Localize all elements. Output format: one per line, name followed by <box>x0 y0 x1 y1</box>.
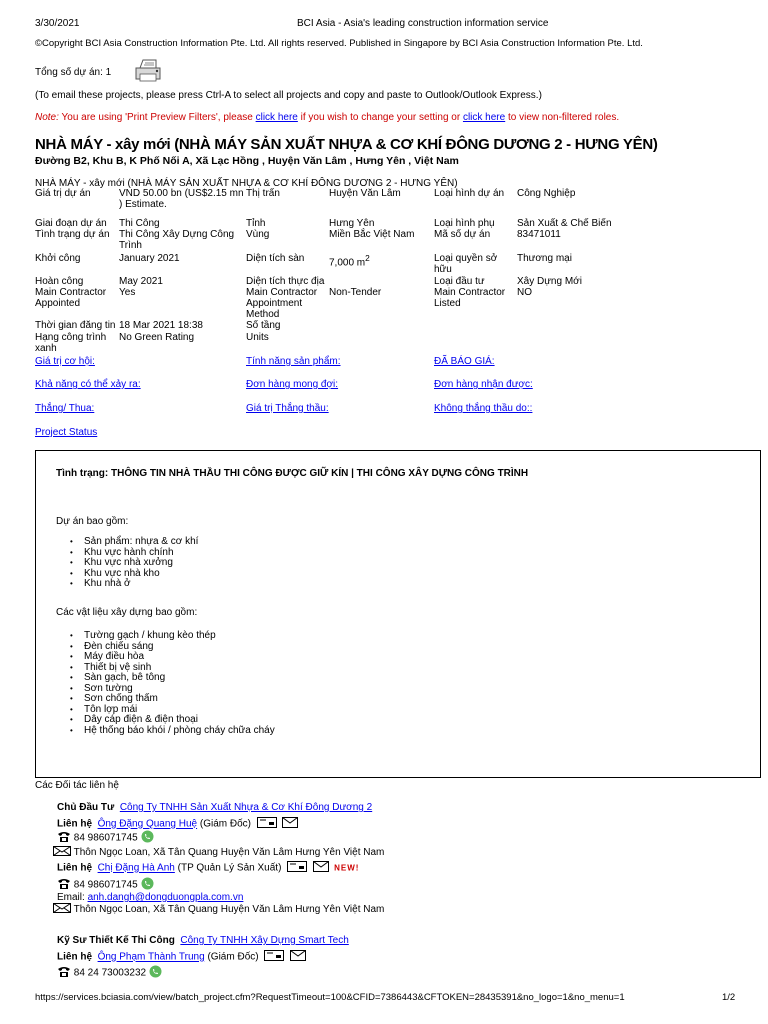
email-icon[interactable] <box>313 861 329 875</box>
telephone-icon <box>57 966 71 981</box>
email-instructions: (To email these projects, please press Ctrl-A to select all projects and copy and paste to Outlook/Outlook Express.) <box>35 90 542 101</box>
list-item: • Khu vực nhà kho <box>70 569 198 580</box>
copyright-text: ©Copyright BCI Asia Construction Information Pte. Ltd. All rights reserved. Published in Singapore by BCI Asia Construction Information Pte. Ltd. <box>35 38 643 49</box>
floor-area: 7,000 m <box>329 257 366 269</box>
quoted-link[interactable]: ĐÃ BÁO GIÁ: <box>434 356 495 367</box>
telephone-icon <box>57 878 71 893</box>
contact-row-3: Liên hệ Ông Phạm Thành Trung (Giám Đốc) <box>57 950 306 964</box>
vcard-icon[interactable] <box>264 950 284 964</box>
email-row-2: Email: anh.dangh@dongduongpla.com.vn <box>57 892 244 903</box>
new-badge: NEW! <box>334 863 360 873</box>
vcard-icon[interactable] <box>287 861 307 875</box>
address-row-1 <box>57 846 384 859</box>
project-address: Đường B2, Khu B, K Phố Nối A, Xã Lạc Hồng , Huyện Văn Lâm , Hưng Yên , Việt Nam <box>35 155 459 167</box>
contact-row-2: Liên hệ Chị Đặng Hà Anh (TP Quản Lý Sản Xuất) NEW! <box>57 862 360 874</box>
owner-company-link[interactable]: Công Ty TNHH Sản Xuất Nhựa & Cơ Khí Đông Dương 2 <box>119 802 373 813</box>
printer-icon[interactable] <box>132 58 166 89</box>
probability-link[interactable]: Khả năng có thể xảy ra: <box>35 379 141 390</box>
list-item: • Sơn tường <box>70 684 275 695</box>
engineer-row <box>57 935 349 946</box>
page-number: 1/2 <box>722 992 736 1003</box>
envelope-icon <box>53 846 71 859</box>
list-item: • Khu nhà ở <box>70 579 198 590</box>
email-icon[interactable] <box>282 817 298 831</box>
win-loss-link[interactable]: Thắng/ Thua: <box>35 403 95 414</box>
address-text: Thôn Ngọc Loan, Xã Tân Quang Huyện Văn Lâm Hưng Yên Việt Nam <box>73 847 385 859</box>
contact-row-1: Liên hệ Ông Đặng Quang Huệ (Giám Đốc) <box>57 817 298 831</box>
product-features-link[interactable]: Tính năng sản phẩm: <box>246 356 341 367</box>
email-icon[interactable] <box>290 950 306 964</box>
contact-label: Liên hệ <box>57 818 93 830</box>
phone-green-icon[interactable] <box>149 965 162 981</box>
opportunity-value-link[interactable]: Giá trị cơ hội: <box>35 356 95 367</box>
project-title: NHÀ MÁY - xây mới (NHÀ MÁY SẢN XUẤT NHỰA & CƠ KHÍ ĐÔNG DƯƠNG 2 - HƯNG YÊN) <box>35 136 658 153</box>
note-label: Note: <box>35 112 59 123</box>
not-won-reason-link[interactable]: Không thắng thầu do:: <box>434 403 533 414</box>
list-item: • Khu vực hành chính <box>70 548 198 559</box>
list-item: • Tường gạch / khung kèo thép <box>70 631 275 642</box>
orders-received-link[interactable]: Đơn hàng nhận được: <box>434 379 533 390</box>
list-item: • Sản phẩm: nhựa & cơ khí <box>70 537 198 548</box>
change-setting-link[interactable]: click here <box>255 112 298 123</box>
list-item: • Tôn lợp mái <box>70 705 275 716</box>
phone-number: 84 24 73003232 <box>73 967 147 979</box>
project-status-text: Tình trạng: THÔNG TIN NHÀ THẦU THI CÔNG ĐƯỢC GIỮ KÍN | THI CÔNG XÂY DỰNG CÔNG TRÌNH <box>56 468 529 479</box>
phone-row-3 <box>57 965 162 981</box>
owner-row <box>57 802 372 813</box>
list-item: • Thiết bị vệ sinh <box>70 663 275 674</box>
page-title: BCI Asia - Asia's leading construction information service <box>297 18 549 29</box>
phone-green-icon[interactable] <box>141 830 154 846</box>
list-item: • Sơn chống thấm <box>70 694 275 705</box>
list-item: • Sàn gạch, bê tông <box>70 673 275 684</box>
list-item: • Khu vực nhà xưởng <box>70 558 198 569</box>
phone-number: 84 986071745 <box>73 879 138 891</box>
list-item: • Máy điều hòa <box>70 652 275 663</box>
view-non-filtered-link[interactable]: click here <box>462 112 506 123</box>
materials-list <box>70 631 275 736</box>
list-item: • Dây cáp điện & điện thoại <box>70 715 275 726</box>
phone-number: 84 986071745 <box>73 832 138 844</box>
filter-note: Note: You are using 'Print Preview Filters', please click here if you wish to change your setting or click here to view non-filtered roles. <box>35 112 620 123</box>
email-link[interactable]: anh.dangh@dongduongpla.com.vn <box>87 892 244 903</box>
phone-row-2 <box>57 877 154 893</box>
footer-url: https://services.bciasia.com/view/batch_project.cfm?RequestTimeout=100&CFID=7386443&CFTOKEN=28435391&no_logo=1&no_menu=1 <box>35 992 625 1003</box>
project-description-box <box>35 450 761 778</box>
engineer-company-link[interactable]: Công Ty TNHH Xây Dựng Smart Tech <box>180 935 349 946</box>
list-item: • Hệ thống báo khói / phòng cháy chữa cháy <box>70 726 275 737</box>
includes-heading: Dự án bao gồm: <box>56 516 129 527</box>
vcard-icon[interactable] <box>257 817 277 831</box>
phone-row-1 <box>57 830 154 846</box>
envelope-icon <box>53 903 71 916</box>
contact-name-link[interactable]: Ông Đặng Quang Huệ <box>97 818 198 830</box>
partners-heading: Các Đối tác liên hệ <box>35 780 119 791</box>
list-item: • Đèn chiếu sáng <box>70 642 275 653</box>
contact-name-link[interactable]: Chị Đặng Hà Anh <box>97 862 175 874</box>
address-row-2 <box>57 903 384 916</box>
project-subtitle: NHÀ MÁY - xây mới (NHÀ MÁY SẢN XUẤT NHỰA & CƠ KHÍ ĐÔNG DƯƠNG 2 - HƯNG YÊN) <box>35 178 458 189</box>
owner-label: Chủ Đầu Tư <box>57 802 115 813</box>
phone-green-icon[interactable] <box>141 877 154 893</box>
contact-name-link[interactable]: Ông Phạm Thành Trung <box>97 951 205 963</box>
materials-heading: Các vật liệu xây dựng bao gồm: <box>56 607 198 618</box>
project-details-table: Giá trị dự án VND 50.00 bn (US$2.15 mn ) Estimate. Thị trấn Huyện Văn Lâm Loại hình dự án Công Nghiệp Giai đoạn dự án Thi Công Tỉnh Hưng Yên Loại hình phụ Sản Xuất & Chế Biến Tình trạng dự án Thi Công Xây Dựng Công Trình Vùng Miền Bắc Việt Nam Mã số dự án 83471011 Khởi công January 2021 Diện tích sàn 7,000 $m^2$ Loại quyền sở hữu Thương mại Hoàn công May 2021 Diện tích thực địa Loại đầu tư Xây Dựng Mới Main Contractor Appointed Yes Main Contractor Appointment Method Non-Tender Main Contractor Listed NO Thời gian đăng tin 18 Mar 2021 18:38 Số tầng Hạng công trình xanh No Green Rating Units Giá trị cơ hội: Tính năng sản phẩm: ĐÃ BÁO GIÁ: Khả năng có thể xảy ra: Đơn hàng mong đợi: Đơn hàng nhận được: Thắng/ Thua: Giá trị Thắng thầu: Không thắng thầu do:: Project Status <box>35 188 612 438</box>
project-status-link[interactable]: Project Status <box>35 427 98 438</box>
includes-list <box>70 537 198 590</box>
won-value-link[interactable]: Giá trị Thắng thầu: <box>246 403 329 414</box>
address-text: Thôn Ngọc Loan, Xã Tân Quang Huyện Văn Lâm Hưng Yên Việt Nam <box>73 904 385 916</box>
print-date: 3/30/2021 <box>35 18 80 29</box>
telephone-icon <box>57 831 71 846</box>
engineer-label: Kỹ Sư Thiết Kế Thi Công <box>57 935 175 946</box>
expected-orders-link[interactable]: Đơn hàng mong đợi: <box>246 379 339 390</box>
contact-label: Liên hệ <box>57 951 93 963</box>
contact-label: Liên hệ <box>57 862 93 874</box>
total-projects: Tổng số dự án: 1 <box>35 67 112 78</box>
